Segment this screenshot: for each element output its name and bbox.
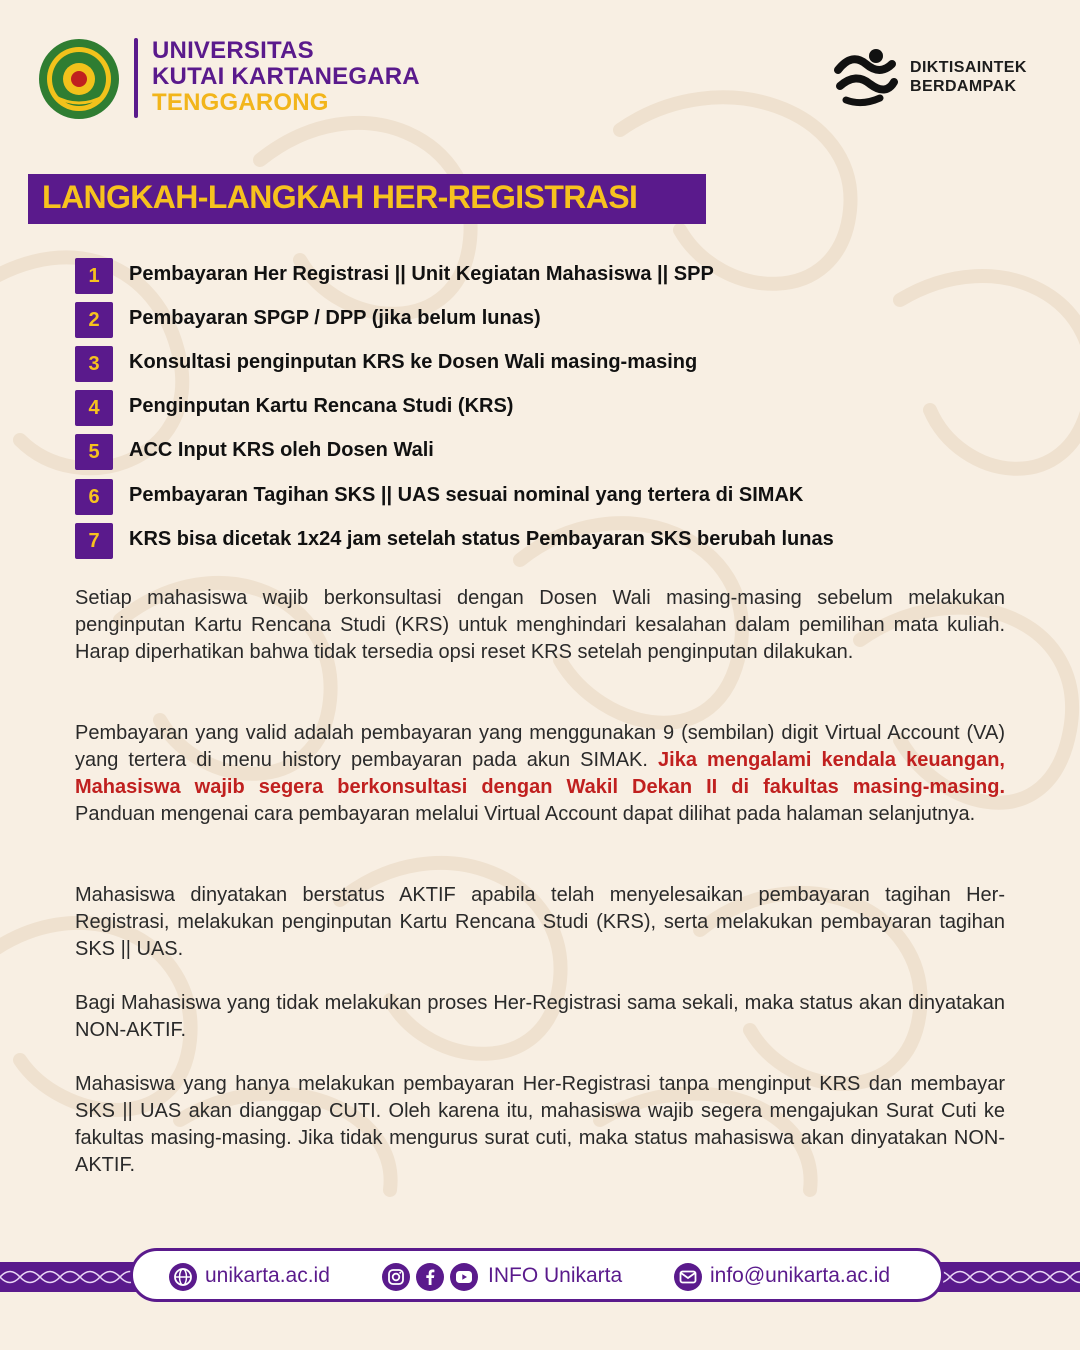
step-number-badge: 6	[75, 479, 113, 515]
step-label: Konsultasi penginputan KRS ke Dosen Wali masing-masing	[129, 351, 698, 373]
step-number-badge: 3	[75, 346, 113, 382]
paragraph-payment-text: Pembayaran yang valid adalah pembayaran yang menggunakan 9 (sembilan) digit Virtual Account (VA) yang tertera di menu history pembayaran pada akun SIMAK.	[75, 722, 1005, 771]
step-item	[75, 258, 1015, 294]
footer-ornament-right	[930, 1262, 1080, 1292]
globe-icon	[169, 1263, 197, 1291]
step-number-badge: 2	[75, 302, 113, 338]
paragraph-non-active: Bagi Mahasiswa yang tidak melakukan proses Her-Registrasi sama sekali, maka status akan dinyatakan NON-AKTIF.	[75, 992, 1005, 1041]
paragraph-consultation: Setiap mahasiswa wajib berkonsultasi dengan Dosen Wali masing-masing sebelum melakukan penginputan Kartu Rencana Studi (KRS) untuk menghindari kesalahan dalam pemilihan mata kuliah. Harap diperhatikan bahwa tidak tersedia opsi reset KRS setelah penginputan dilakukan.	[75, 587, 1005, 663]
website-link[interactable]: unikarta.ac.id	[205, 1264, 330, 1287]
university-name	[152, 38, 420, 116]
mail-icon	[674, 1263, 702, 1291]
partner-text-line-1: DIKTISAINTEK	[910, 59, 1027, 76]
partner-text	[910, 58, 1027, 96]
step-item	[75, 479, 1015, 515]
paragraph-active-status: Mahasiswa dinyatakan berstatus AKTIF apabila telah menyelesaikan pembayaran tagihan Her-Registrasi, melakukan penginputan Kartu Rencana Studi (KRS), serta melakukan pembayaran tagihan SKS || UAS.	[75, 884, 1005, 960]
step-number-badge: 1	[75, 258, 113, 294]
social-handle-link[interactable]: INFO Unikarta	[488, 1264, 623, 1287]
step-number-badge: 7	[75, 523, 113, 559]
header-divider	[134, 38, 138, 118]
step-item	[75, 390, 1015, 426]
step-item	[75, 523, 1015, 559]
paragraph-payment-highlight: Jika mengalami kendala keuangan, Mahasiswa wajib segera berkonsultasi dengan Wakil Dekan II di fakultas masing-masing.	[75, 749, 1005, 798]
step-label: ACC Input KRS oleh Dosen Wali	[129, 439, 434, 461]
step-item	[75, 302, 1015, 338]
step-label: Pembayaran Tagihan SKS || UAS sesuai nominal yang tertera di SIMAK	[129, 484, 804, 506]
step-item	[75, 434, 1015, 470]
step-label: Pembayaran SPGP / DPP (jika belum lunas)	[129, 307, 541, 329]
step-label: Penginputan Kartu Rencana Studi (KRS)	[129, 395, 514, 417]
instagram-icon[interactable]	[382, 1263, 410, 1291]
university-name-line-3: TENGGARONG	[152, 89, 329, 116]
university-name-line-2: KUTAI KARTANEGARA	[152, 63, 420, 90]
step-label: Pembayaran Her Registrasi || Unit Kegiatan Mahasiswa || SPP	[129, 263, 714, 285]
university-name-line-1: UNIVERSITAS	[152, 37, 314, 64]
step-number-badge: 4	[75, 390, 113, 426]
paragraph-leave: Mahasiswa yang hanya melakukan pembayaran Her-Registrasi tanpa menginput KRS dan membayar SKS || UAS akan dianggap CUTI. Oleh karena itu, mahasiswa wajib segera mengajukan Surat Cuti ke fakultas masing-masing. Jika tidak mengurus surat cuti, maka status mahasiswa akan dinyatakan NON-AKTIF.	[75, 1073, 1005, 1176]
page-title: LANGKAH-LANGKAH HER-REGISTRASI	[42, 179, 638, 215]
youtube-icon[interactable]	[450, 1263, 478, 1291]
diktisaintek-logo-icon	[832, 46, 900, 108]
step-item	[75, 346, 1015, 382]
facebook-icon[interactable]	[416, 1263, 444, 1291]
university-seal-logo	[38, 38, 120, 120]
partner-text-line-2: BERDAMPAK	[910, 78, 1017, 95]
step-label: KRS bisa dicetak 1x24 jam setelah status Pembayaran SKS berubah lunas	[129, 528, 834, 550]
email-link[interactable]: info@unikarta.ac.id	[710, 1264, 891, 1287]
paragraph-payment-text-end: Panduan mengenai cara pembayaran melalui Virtual Account dapat dilihat pada halaman selanjutnya.	[75, 803, 976, 825]
paragraph-payment	[75, 720, 1005, 828]
step-number-badge: 5	[75, 434, 113, 470]
footer-ornament-left	[0, 1262, 150, 1292]
